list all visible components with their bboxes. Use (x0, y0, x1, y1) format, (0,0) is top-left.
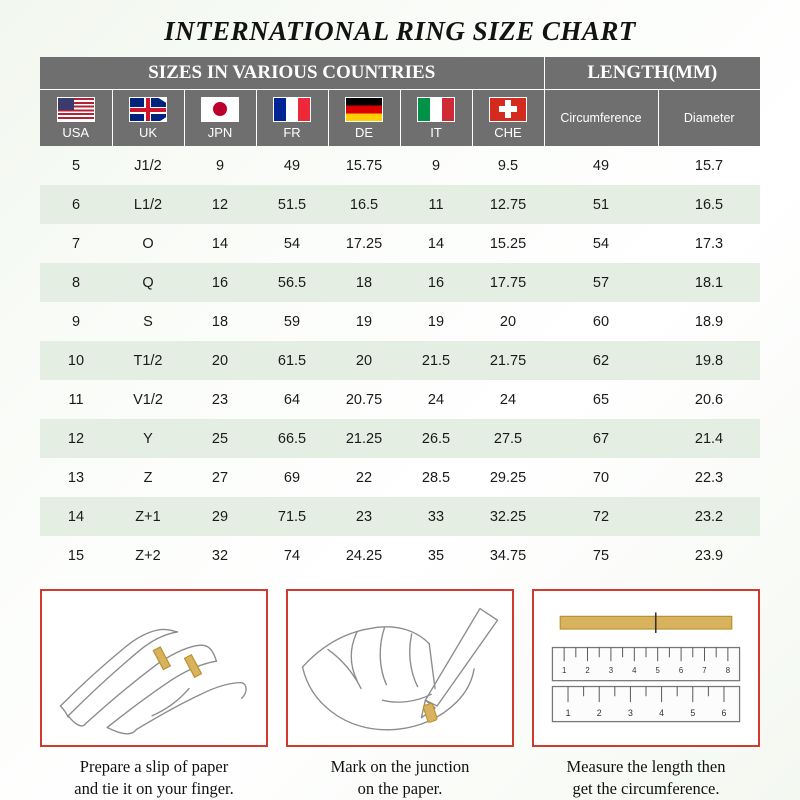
cell-uk: T1/2 (112, 341, 184, 380)
cell-usa: 13 (67, 469, 85, 486)
flag-italy-icon (417, 97, 455, 122)
column-header-jpn: JPN (184, 90, 256, 147)
cell-circumference: 67 (544, 419, 658, 458)
cell-diameter: 20.6 (694, 391, 724, 408)
step-paper-slip (40, 589, 268, 800)
cell-uk: Z+2 (135, 547, 161, 564)
cell-de: 23 (328, 497, 400, 536)
cell-che: 12.75 (472, 185, 544, 224)
cell-fr: 64 (283, 391, 301, 408)
cell-de: 20 (328, 341, 400, 380)
cell-jpn: 20 (184, 341, 256, 380)
step-measure-length-illustration (532, 589, 760, 747)
cell-it: 26.5 (400, 419, 472, 458)
cell-che: 29.25 (489, 469, 527, 486)
flag-germany-icon (345, 97, 383, 122)
column-header-usa: USA (40, 90, 112, 147)
cell-jpn: 16 (184, 263, 256, 302)
cell-jpn: 25 (184, 419, 256, 458)
svg-text:4: 4 (632, 665, 637, 675)
cell-it: 24 (427, 391, 445, 408)
table-row (40, 380, 760, 419)
cell-fr: 71.5 (256, 497, 328, 536)
table-row (40, 419, 760, 458)
cell-de: 19 (355, 313, 373, 330)
cell-che: 32.25 (472, 497, 544, 536)
step-mark-junction (286, 589, 514, 800)
column-header-circumference: Circumference (544, 90, 658, 147)
svg-text:8: 8 (725, 665, 731, 675)
cell-circumference: 60 (592, 313, 610, 330)
cell-che: 17.75 (472, 263, 544, 302)
cell-circumference: 72 (544, 497, 658, 536)
cell-it: 19 (427, 313, 445, 330)
column-header-it: IT (400, 90, 472, 147)
cell-fr: 49 (283, 157, 301, 174)
cell-fr: 61.5 (256, 341, 328, 380)
cell-uk: V1/2 (133, 391, 163, 408)
svg-text:5: 5 (690, 707, 696, 718)
cell-it: 33 (400, 497, 472, 536)
cell-it: 9 (431, 157, 441, 174)
cell-circumference: 65 (592, 391, 610, 408)
cell-che: 27.5 (472, 419, 544, 458)
step-paper-slip-illustration (40, 589, 268, 747)
table-row (40, 302, 760, 341)
flag-uk-icon (129, 97, 167, 122)
cell-jpn: 12 (184, 185, 256, 224)
cell-che: 21.75 (472, 341, 544, 380)
cell-circumference: 57 (544, 263, 658, 302)
cell-usa: 8 (40, 263, 112, 302)
column-header-de: DE (328, 90, 400, 147)
svg-text:6: 6 (678, 665, 684, 675)
flag-japan-icon (201, 97, 239, 122)
cell-diameter: 22.3 (694, 469, 724, 486)
cell-che: 15.25 (489, 235, 527, 252)
svg-text:2: 2 (596, 707, 602, 718)
cell-fr: 59 (283, 313, 301, 330)
cell-it: 35 (427, 547, 445, 564)
table-row (40, 536, 760, 575)
cell-fr: 51.5 (256, 185, 328, 224)
table-group-header-row (40, 57, 760, 90)
cell-jpn: 29 (184, 497, 256, 536)
cell-de: 15.75 (345, 157, 383, 174)
cell-it: 14 (427, 235, 445, 252)
cell-usa: 5 (71, 157, 81, 174)
cell-diameter: 17.3 (694, 235, 724, 252)
cell-uk: Y (112, 419, 184, 458)
cell-jpn: 9 (215, 157, 225, 174)
hand-with-pen-icon (288, 591, 512, 745)
column-header-diameter: Diameter (658, 90, 760, 147)
svg-text:6: 6 (721, 707, 727, 718)
cell-jpn: 27 (211, 469, 229, 486)
cell-jpn: 18 (211, 313, 229, 330)
cell-diameter: 18.1 (658, 263, 760, 302)
svg-text:5: 5 (655, 665, 660, 675)
cell-diameter: 23.9 (694, 547, 724, 564)
svg-text:4: 4 (659, 707, 665, 718)
cell-circumference: 51 (544, 185, 658, 224)
cell-circumference: 70 (592, 469, 610, 486)
cell-fr: 66.5 (256, 419, 328, 458)
table-row (40, 146, 760, 185)
cell-jpn: 23 (211, 391, 229, 408)
cell-diameter: 15.7 (694, 157, 724, 174)
cell-fr: 56.5 (256, 263, 328, 302)
cell-circumference: 75 (592, 547, 610, 564)
cell-circumference: 62 (544, 341, 658, 380)
cell-jpn: 14 (211, 235, 229, 252)
table-row (40, 224, 760, 263)
cell-fr: 74 (283, 547, 301, 564)
table-row (40, 497, 760, 536)
cell-usa: 6 (40, 185, 112, 224)
cell-diameter: 16.5 (658, 185, 760, 224)
cell-usa: 15 (67, 547, 85, 564)
flag-usa-icon (57, 97, 95, 122)
cell-it: 11 (400, 185, 472, 224)
cell-che: 24 (499, 391, 517, 408)
ring-size-table (40, 57, 760, 575)
cell-de: 21.25 (328, 419, 400, 458)
cell-usa: 10 (40, 341, 112, 380)
page-title: INTERNATIONAL RING SIZE CHART (164, 16, 636, 46)
cell-uk: J1/2 (134, 157, 162, 174)
cell-che: 9.5 (497, 157, 519, 174)
table-row (40, 185, 760, 224)
cell-diameter: 18.9 (694, 313, 724, 330)
hand-with-paper-strip-icon (42, 591, 266, 745)
table-row (40, 263, 760, 302)
cell-usa: 11 (68, 391, 84, 408)
column-header-uk: UK (112, 90, 184, 147)
cell-de: 20.75 (345, 391, 383, 408)
cell-de: 17.25 (345, 235, 383, 252)
svg-text:2: 2 (585, 665, 590, 675)
cell-diameter: 19.8 (658, 341, 760, 380)
cell-uk: O (142, 235, 154, 252)
step-paper-slip-caption: Prepare a slip of paper and tie it on your finger. (74, 757, 234, 798)
cell-usa: 12 (40, 419, 112, 458)
cell-che: 34.75 (489, 547, 527, 564)
svg-text:1: 1 (561, 665, 567, 675)
cell-usa: 14 (40, 497, 112, 536)
cell-fr: 69 (283, 469, 301, 486)
cell-uk: Z+1 (112, 497, 184, 536)
table-column-header-row (40, 90, 760, 147)
ruler-and-paper-strip-icon (534, 591, 758, 745)
flag-france-icon (273, 97, 311, 122)
group-header-length: LENGTH(MM) (544, 57, 760, 90)
cell-de: 24.25 (345, 547, 383, 564)
step-measure-length (532, 589, 760, 800)
cell-uk: Q (112, 263, 184, 302)
cell-it: 21.5 (400, 341, 472, 380)
cell-usa: 7 (71, 235, 81, 252)
cell-it: 16 (400, 263, 472, 302)
step-mark-junction-caption: Mark on the junction on the paper. (330, 757, 470, 798)
cell-it: 28.5 (421, 469, 451, 486)
cell-uk: L1/2 (112, 185, 184, 224)
cell-de: 22 (355, 469, 373, 486)
cell-de: 18 (328, 263, 400, 302)
table-row (40, 458, 760, 497)
table-row (40, 341, 760, 380)
svg-text:3: 3 (608, 665, 614, 675)
svg-text:3: 3 (627, 707, 633, 718)
step-mark-junction-illustration (286, 589, 514, 747)
cell-uk: Z (143, 469, 153, 486)
cell-fr: 54 (283, 235, 301, 252)
cell-diameter: 21.4 (658, 419, 760, 458)
cell-che: 20 (499, 313, 517, 330)
column-header-che: CHE (472, 90, 544, 147)
cell-usa: 9 (71, 313, 81, 330)
flag-switzerland-icon (489, 97, 527, 122)
cell-diameter: 23.2 (658, 497, 760, 536)
svg-text:1: 1 (565, 707, 571, 718)
cell-circumference: 54 (592, 235, 610, 252)
svg-text:7: 7 (702, 665, 707, 675)
column-header-fr: FR (256, 90, 328, 147)
group-header-countries: SIZES IN VARIOUS COUNTRIES (40, 57, 544, 90)
cell-uk: S (143, 313, 153, 330)
step-measure-length-caption: Measure the length then get the circumference. (566, 757, 726, 798)
cell-de: 16.5 (328, 185, 400, 224)
instruction-panels (40, 589, 760, 800)
cell-circumference: 49 (592, 157, 610, 174)
cell-jpn: 32 (211, 547, 229, 564)
